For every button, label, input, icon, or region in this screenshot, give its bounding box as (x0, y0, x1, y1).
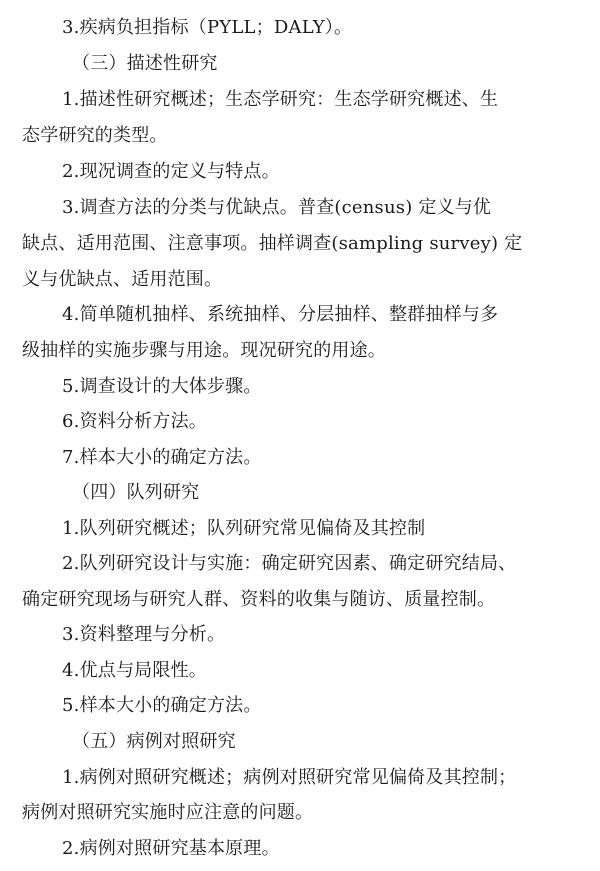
text-line: 3.疾病负担指标（PYLL；DALY）。 (62, 17, 353, 38)
text-line: 1.病例对照研究概述；病例对照研究常见偏倚及其控制； (62, 767, 517, 788)
text-line: 级抽样的实施步骤与用途。现况研究的用途。 (22, 340, 386, 361)
section-heading: （五）病例对照研究 (72, 731, 236, 752)
text-line: 缺点、适用范围、注意事项。抽样调查(sampling survey) 定 (22, 233, 523, 254)
text-line: 义与优缺点、适用范围。 (22, 269, 223, 290)
text-line: 2.现况调查的定义与特点。 (62, 161, 280, 182)
text-line: 1.队列研究概述；队列研究常见偏倚及其控制 (62, 518, 426, 539)
text-line: 病例对照研究实施时应注意的问题。 (22, 802, 314, 823)
text-line: 4.简单随机抽样、系统抽样、分层抽样、整群抽样与多 (62, 304, 499, 325)
text-line: 3.调查方法的分类与优缺点。普查(census) 定义与优 (62, 197, 492, 218)
text-line: 4.优点与局限性。 (62, 660, 207, 681)
text-line: 3.资料整理与分析。 (62, 624, 226, 645)
text-line: 2.队列研究设计与实施：确定研究因素、确定研究结局、 (62, 553, 517, 574)
text-line: 确定研究现场与研究人群、资料的收集与随访、质量控制。 (22, 589, 496, 610)
text-line: 2.病例对照研究基本原理。 (62, 838, 280, 859)
text-line: 1.描述性研究概述；生态学研究：生态学研究概述、生 (62, 89, 499, 110)
text-line: 5.样本大小的确定方法。 (62, 695, 262, 716)
section-heading: （三）描述性研究 (72, 53, 218, 74)
text-line: 6.资料分析方法。 (62, 411, 207, 432)
text-line: 态学研究的类型。 (22, 125, 168, 146)
text-line: 5.调查设计的大体步骤。 (62, 376, 262, 397)
section-heading: （四）队列研究 (72, 482, 200, 503)
text-line: 7.样本大小的确定方法。 (62, 447, 262, 468)
